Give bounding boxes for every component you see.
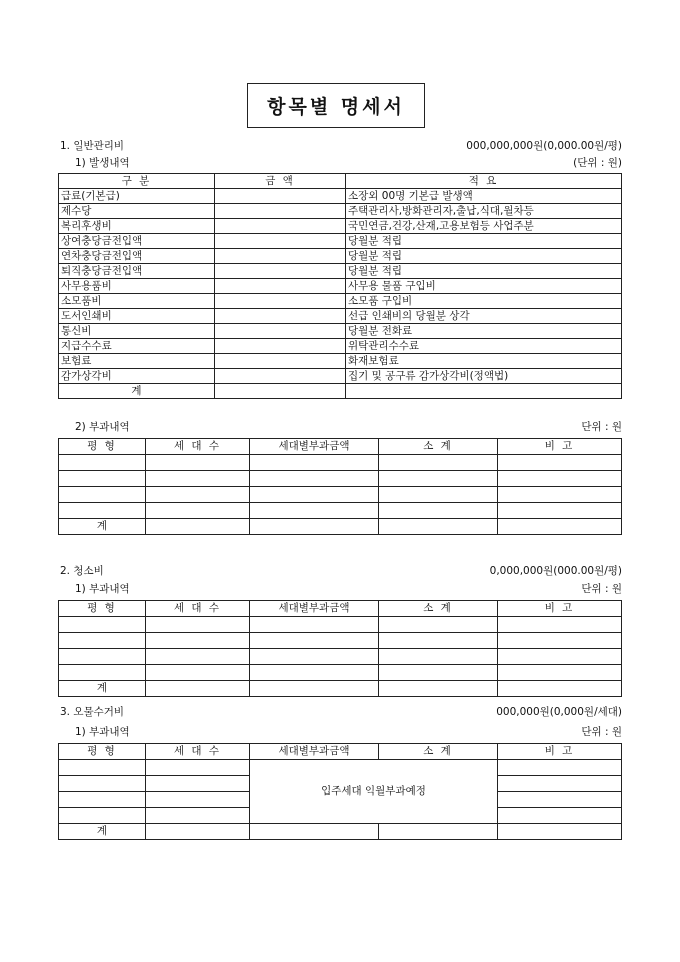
cell-amount (215, 264, 346, 279)
header-per-household: 세대별부과금액 (250, 601, 379, 617)
section3-amount: 000,000원(0,000원/세대) (496, 706, 622, 718)
table-header-row (59, 439, 622, 455)
total-label: 계 (59, 824, 146, 840)
cell-item: 감가상각비 (59, 369, 215, 384)
section1-sub1-heading: 1) 발생내역 (75, 157, 130, 169)
header-households: 세 대 수 (146, 601, 250, 617)
cell-amount (215, 189, 346, 204)
section3-sub-heading: 1) 부과내역 (75, 726, 130, 738)
cell-note: 당월분 전화료 (346, 324, 622, 339)
table-row (59, 649, 622, 665)
header-per-household: 세대별부과금액 (250, 744, 379, 760)
cell-item: 제수당 (59, 204, 215, 219)
cell-note: 주택관리사,방화관리자,출납,식대,월차등 (346, 204, 622, 219)
section1-sub2-unit: 단위 : 원 (581, 421, 622, 433)
cell-item: 보험료 (59, 354, 215, 369)
header-remarks: 비 고 (498, 439, 622, 455)
cell-note: 화재보험료 (346, 354, 622, 369)
table-row (59, 264, 622, 279)
total-label: 계 (59, 681, 146, 697)
header-subtotal: 소 계 (379, 439, 498, 455)
cell-note: 소장외 00명 기본급 발생액 (346, 189, 622, 204)
table-row (59, 339, 622, 354)
table-row (59, 503, 622, 519)
header-amount: 금 액 (215, 174, 346, 189)
cell-item: 도서인쇄비 (59, 309, 215, 324)
header-per-household: 세대별부과금액 (250, 439, 379, 455)
section3-heading: 3. 오물수거비 (60, 706, 125, 718)
section2-unit: 단위 : 원 (581, 583, 622, 595)
cell-note: 집기 및 공구류 감가상각비(정액법) (346, 369, 622, 384)
table-row (59, 204, 622, 219)
section2-heading: 2. 청소비 (60, 565, 104, 577)
merged-note: 입주세대 익월부과예정 (250, 760, 498, 824)
cell-note: 선급 인쇄비의 당월분 상각 (346, 309, 622, 324)
table-row (59, 617, 622, 633)
cell-note: 소모품 구입비 (346, 294, 622, 309)
cell-amount (215, 249, 346, 264)
cell-note: 당월분 적립 (346, 249, 622, 264)
table-row (59, 487, 622, 503)
cell-item: 퇴직충당금전입액 (59, 264, 215, 279)
cell-amount (215, 369, 346, 384)
header-item: 구 분 (59, 174, 215, 189)
table-row (59, 665, 622, 681)
table-row (59, 760, 622, 776)
header-remarks: 비 고 (498, 601, 622, 617)
table-row (59, 294, 622, 309)
header-note: 적 요 (346, 174, 622, 189)
table-header-row (59, 601, 622, 617)
cell-amount (215, 294, 346, 309)
table-row (59, 234, 622, 249)
expense-table (58, 173, 622, 399)
table-row (59, 455, 622, 471)
table-row (59, 324, 622, 339)
cell-item: 통신비 (59, 324, 215, 339)
table-row (59, 279, 622, 294)
header-subtotal: 소 계 (379, 601, 498, 617)
table-total-row (59, 384, 622, 399)
cell-item: 급료(기본급) (59, 189, 215, 204)
cell-note: 당월분 적립 (346, 264, 622, 279)
cell-note: 국민연금,건강,산재,고용보험등 사업주분 (346, 219, 622, 234)
cell-item: 복리후생비 (59, 219, 215, 234)
header-subtotal: 소 계 (379, 744, 498, 760)
cell-item: 소모품비 (59, 294, 215, 309)
cell-note: 당월분 적립 (346, 234, 622, 249)
total-label: 계 (59, 519, 146, 535)
table-row (59, 369, 622, 384)
table-row (59, 471, 622, 487)
cell-amount (215, 234, 346, 249)
section1-amount: 000,000,000원(0,000.00원/평) (466, 140, 622, 152)
levy-table-3 (58, 743, 622, 840)
header-households: 세 대 수 (146, 439, 250, 455)
table-row (59, 219, 622, 234)
cell-note: 사무용 물품 구입비 (346, 279, 622, 294)
section1-sub1-unit: (단위 : 원) (573, 157, 622, 169)
cell-amount (215, 219, 346, 234)
cell-item: 상여충당금전입액 (59, 234, 215, 249)
section1-sub2-heading: 2) 부과내역 (75, 421, 130, 433)
table-header-row (59, 744, 622, 760)
header-pyeong: 평 형 (59, 439, 146, 455)
cell-item: 지급수수료 (59, 339, 215, 354)
section2-sub-heading: 1) 부과내역 (75, 583, 130, 595)
section2-amount: 0,000,000원(000.00원/평) (489, 565, 622, 577)
cell-amount (215, 339, 346, 354)
levy-table-2 (58, 600, 622, 697)
table-header-row (59, 174, 622, 189)
table-row (59, 249, 622, 264)
cell-note: 위탁관리수수료 (346, 339, 622, 354)
table-total-row (59, 681, 622, 697)
cell-amount (215, 204, 346, 219)
table-row (59, 189, 622, 204)
header-pyeong: 평 형 (59, 601, 146, 617)
cell-item: 사무용품비 (59, 279, 215, 294)
table-row (59, 354, 622, 369)
cell-amount (215, 309, 346, 324)
table-row (59, 633, 622, 649)
total-amount (215, 384, 346, 399)
table-total-row (59, 824, 622, 840)
header-remarks: 비 고 (498, 744, 622, 760)
table-total-row (59, 519, 622, 535)
header-pyeong: 평 형 (59, 744, 146, 760)
section1-heading: 1. 일반관리비 (60, 140, 125, 152)
cell-amount (215, 324, 346, 339)
cell-item: 연차충당금전입액 (59, 249, 215, 264)
header-households: 세 대 수 (146, 744, 250, 760)
total-label: 계 (59, 384, 215, 399)
total-note (346, 384, 622, 399)
cell-amount (215, 279, 346, 294)
section3-unit: 단위 : 원 (581, 726, 622, 738)
cell-amount (215, 354, 346, 369)
table-row (59, 309, 622, 324)
levy-table-1 (58, 438, 622, 535)
document-title: 항목별 명세서 (247, 83, 425, 128)
